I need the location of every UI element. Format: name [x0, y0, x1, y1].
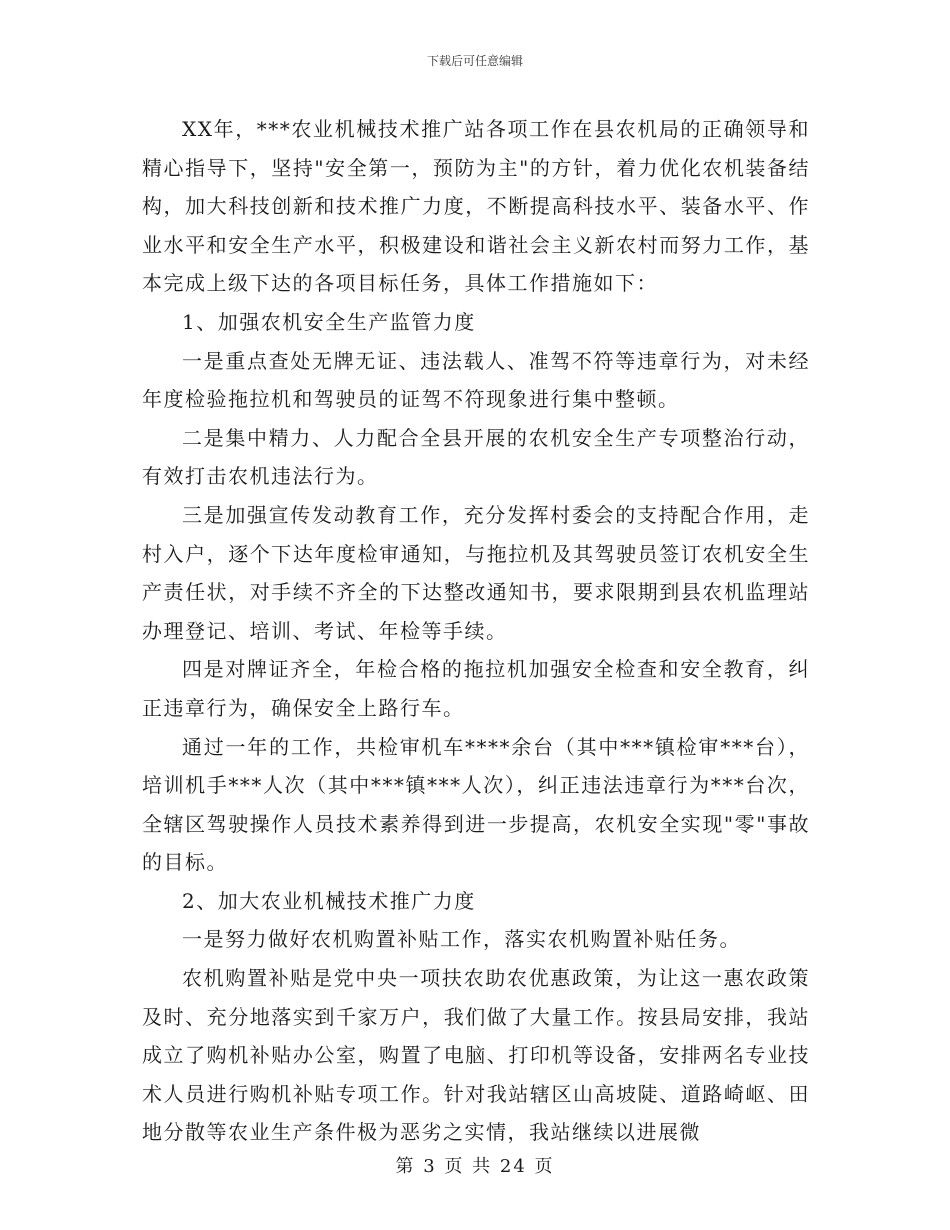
- paragraph: 农机购置补贴是党中央一项扶农助农优惠政策，为让这一惠农政策及时、充分地落实到千家万户，我们做了大量工作。按县局安排，我站成立了购机补贴办公室，购置了电脑、打印机等设备，安排两名专业技术人员进行购机补贴专项工作。针对我站辖区山高坡陡、道路崎岖、田地分散等农业生产条件极为恶劣之实情，我站继续以进展微: [142, 966, 810, 1145]
- footer-suffix: 页: [534, 1156, 555, 1177]
- footer-total-pages: 24: [499, 1156, 527, 1177]
- paragraph: 一是重点查处无牌无证、违法载人、准驾不符等违章行为，对未经年度检验拖拉机和驾驶员的证驾不符现象进行集中整顿。: [142, 348, 810, 412]
- footer-prefix: 第: [395, 1156, 416, 1177]
- paragraph-summary: 通过一年的工作，共检审机车****余台（其中***镇检审***台），培训机手***人次（其中***镇***人次），纠正违法违章行为***台次，全辖区驾驶操作人员技术素养得到进一步提高，农机安全实现"零"事故的目标。: [142, 734, 810, 875]
- page-footer: [0, 1152, 950, 1178]
- section-heading-2: 2、加大农业机械技术推广力度: [182, 888, 476, 913]
- section-heading-1: 1、加强农机安全生产监管力度: [182, 309, 476, 334]
- document-body: [142, 110, 810, 1152]
- paragraph-intro: XX年，***农业机械技术推广站各项工作在县农机局的正确领导和精心指导下，坚持"安全第一，预防为主"的方针，着力优化农机装备结构，加大科技创新和技术推广力度，不断提高科技水平、装备水平、作业水平和安全生产水平，积极建设和谐社会主义新农村而努力工作，基本完成上级下达的各项目标任务，具体工作措施如下：: [142, 117, 810, 296]
- footer-current-page: 3: [423, 1156, 437, 1177]
- header-note: 下载后可任意编辑: [426, 54, 523, 68]
- footer-middle: 页 共: [444, 1156, 493, 1177]
- paragraph: 一是努力做好农机购置补贴工作，落实农机购置补贴任务。: [182, 927, 741, 952]
- paragraph: 四是对牌证齐全，年检合格的拖拉机加强安全检查和安全教育，纠正违章行为，确保安全上路行车。: [142, 657, 810, 720]
- paragraph: 二是集中精力、人力配合全县开展的农机安全生产专项整治行动，有效打击农机违法行为。: [142, 425, 810, 489]
- paragraph: 三是加强宣传发动教育工作，充分发挥村委会的支持配合作用，走村入户，逐个下达年度检审通知，与拖拉机及其驾驶员签订农机安全生产责任状，对手续不齐全的下达整改通知书，要求限期到县农机监理站办理登记、培训、考试、年检等手续。: [142, 502, 810, 643]
